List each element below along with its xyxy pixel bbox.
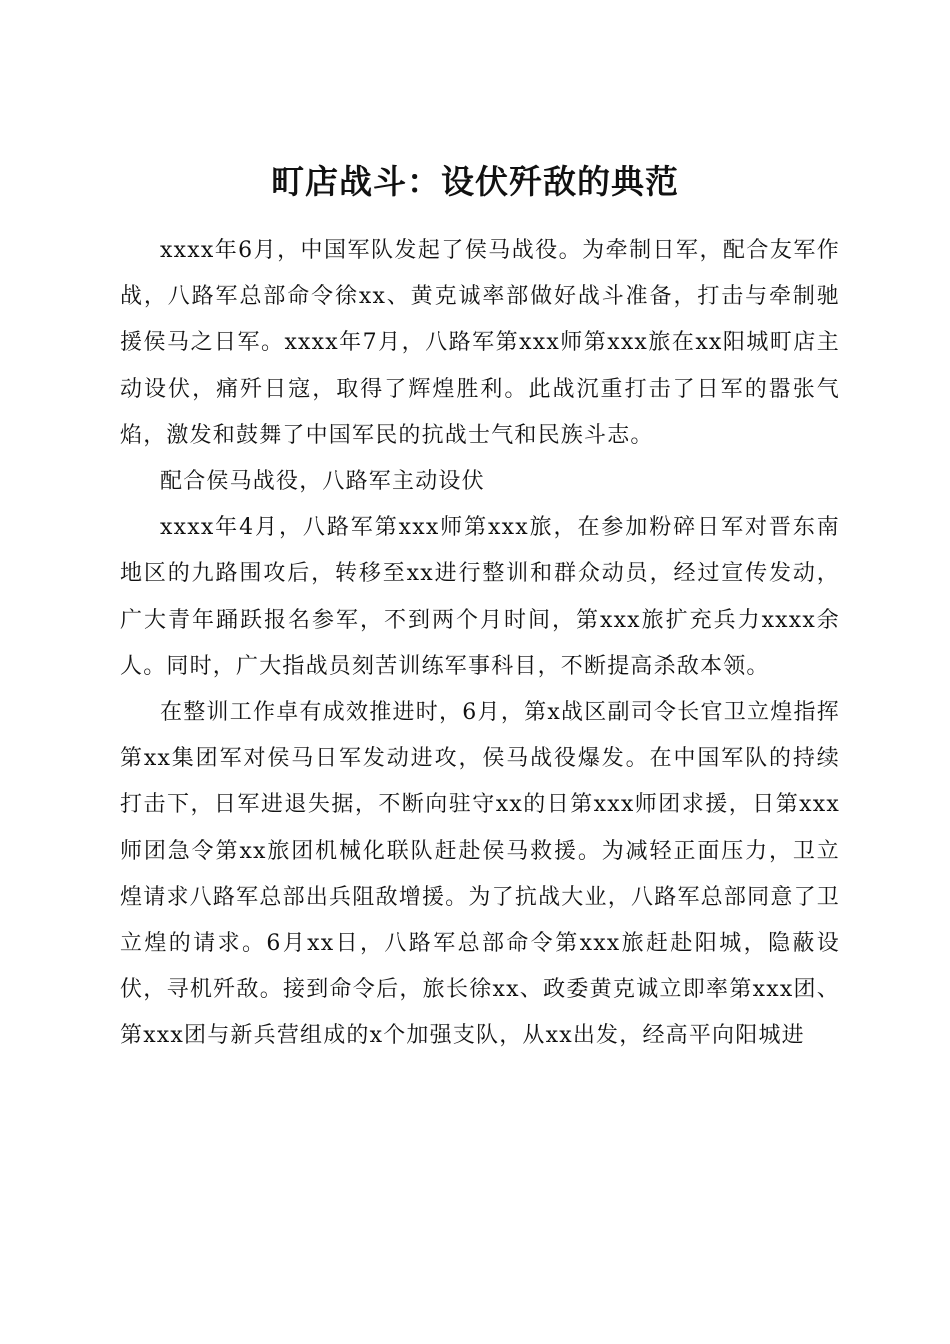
document-title: 町店战斗：设伏歼敌的典范: [271, 162, 679, 202]
section-heading: 配合侯马战役，八路军主动设伏: [160, 469, 485, 495]
paragraph-campaign: 在整训工作卓有成效推进时，6月，第x战区副司令长官卫立煌指挥第xx集团军对侯马日军发动进攻，侯马战役爆发。在中国军队的持续打击下，日军进退失据，不断向驻守xx的日第xxx师团求援，日第xxx师团急令第xx旅团机械化联队赶赴侯马救援。为减轻正面压力，卫立煌请求八路军总部出兵阻敌增援。为了抗战大业，八路军总部同意了卫立煌的请求。6月xx日，八路军总部命令第xxx旅赶赴阳城，隐蔽设伏，寻机歼敌。接到命令后，旅长徐xx、政委黄克诚立即率第xxx团、第xxx团与新兵营组成的x个加强支队，从xx出发，经高平向阳城进: [120, 700, 840, 1049]
document-body: [120, 228, 840, 1060]
paragraph-intro: xxxx年6月，中国军队发起了侯马战役。为牵制日军，配合友军作战，八路军总部命令徐xx、黄克诚率部做好战斗准备，打击与牵制驰援侯马之日军。xxxx年7月，八路军第xxx师第xxx旅在xx阳城町店主动设伏，痛歼日寇，取得了辉煌胜利。此战沉重打击了日军的嚣张气焰，激发和鼓舞了中国军民的抗战士气和民族斗志。: [120, 238, 840, 448]
paragraph-training: xxxx年4月，八路军第xxx师第xxx旅，在参加粉碎日军对晋东南地区的九路围攻后，转移至xx进行整训和群众动员，经过宣传发动，广大青年踊跃报名参军，不到两个月时间，第xxx旅扩充兵力xxxx余人。同时，广大指战员刻苦训练军事科目，不断提高杀敌本领。: [120, 515, 840, 679]
